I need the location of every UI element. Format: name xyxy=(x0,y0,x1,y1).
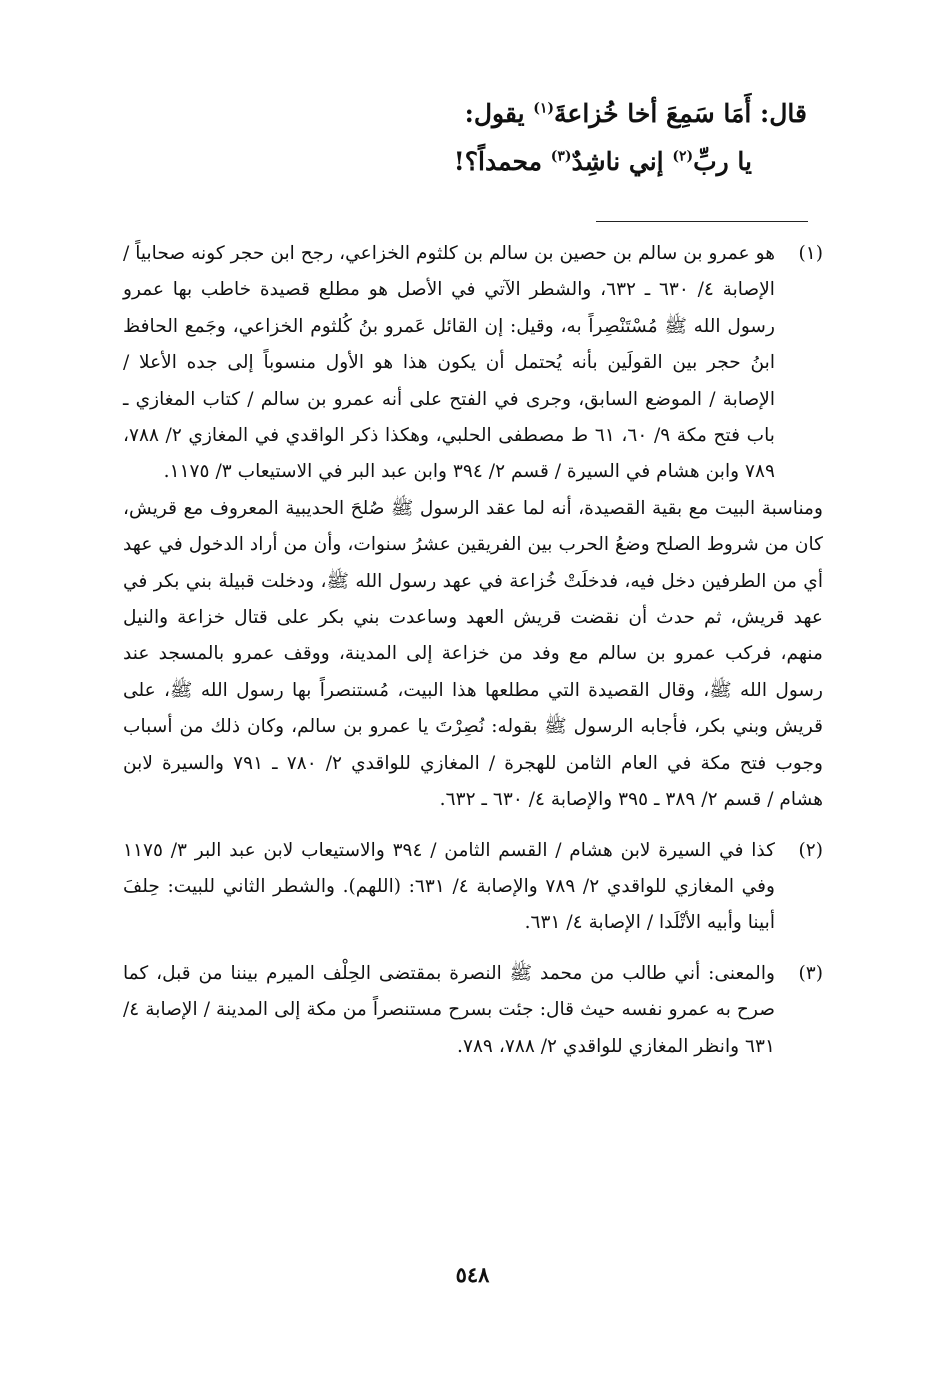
footnote-paragraph: كذا في السيرة لابن هشام / القسم الثامن / ٣٩٤ والاستيعاب لابن عبد البر ٣/ ١١٧٥ وفي المغازي للواقدي ٢/ ٧٨٩ والإصابة ٤/ ٦٣١: (اللهم). والشطر الثاني للبيت: حِلفَ أبينا وأبيه الأتْلَدا / الإصابة ٤/ ٦٣١. xyxy=(123,839,775,934)
footnote-paragraph: والمعنى: أني طالب من محمد ﷺ النصرة بمقتضى الحِلْف الميرم بيننا من قبل، كما صرح به عمرو نفسه حيث قال: جئت بسرح مستنصراً من مكة إلى المدينة / الإصابة ٤/ ٦٣١ وانظر المغازي للواقدي ٢/ ٧٨٨، ٧٨٩. xyxy=(123,962,775,1057)
footnote-1-continued xyxy=(123,491,823,819)
footnote-paragraph: هو عمرو بن سالم بن حصين بن سالم بن كلثوم الخزاعي، رجح ابن حجر كونه صحابياً / الإصابة ٤/ ٦٣٠ ـ ٦٣٢، والشطر الآتي في الأصل هو مطلع قصيدة خاطب بها عمرو رسول الله ﷺ مُسْتَنْصِراً به، وقيل: إن القائل عَمرو بنُ كُلثوم الخزاعي، وجَمع الحافظ ابنُ حجر بين القولَين بأنه يُحتمل أن يكون هذا هو الأول منسوباً إلى جده الأعلا / الإصابة / الموضع السابق، وجرى في الفتح على أنه عمرو بن سالم / كتاب المغازي ـ باب فتح مكة ٩/ ٦٠، ٦١ ط مصطفى الحلبي، وهكذا ذكر الواقدي في المغازي ٢/ ٧٨٨، ٧٨٩ وابن هشام في السيرة / قسم ٢/ ٣٩٤ وابن عبد البر في الاستيعاب ٣/ ١١٧٥. xyxy=(123,243,775,483)
verse-part-1: يا ربِّ xyxy=(693,147,752,176)
footnote-paragraph: ومناسبة البيت مع بقية القصيدة، أنه لما عقد الرسول ﷺ صُلحَ الحديبية المعروف مع قريش، كان من شروط الصلح وضعُ الحرب بين الفريقين عشرُ سنوات، وأن من أراد الدخول في عهد أي من الطرفين دخل فيه، فدخلَتْ خُزاعة في عهد رسول الله ﷺ، ودخلت قبيلة بني بكر في عهد قريش، ثم حدث أن نقضت قريش العهد وساعدت بني بكر على قتال خزاعة والنيل منهم، فركب عمرو بن سالم مع وفد من خزاعة إلى المدينة، ووقف عمرو بالمسجد عند رسول الله ﷺ، وقال القصيدة التي مطلعها هذا البيت، مُستنصراً بها رسول الله ﷺ، على قريش وبني بكر، فأجابه الرسول ﷺ بقوله: نُصِرْتَ يا عمرو بن سالم، وكان ذلك من أسباب وجوب فتح مكة في العام الثامن للهجرة / المغازي للواقدي ٢/ ٧٨٠ ـ ٧٩١ والسيرة لابن هشام / قسم ٢/ ٣٨٩ ـ ٣٩٥ والإصابة ٤/ ٦٣٠ ـ ٦٣٢. xyxy=(123,497,823,811)
footnote-divider xyxy=(596,221,808,222)
verse-part-3: محمداً؟! xyxy=(453,147,551,176)
footnote-number: (٢) xyxy=(798,839,823,861)
footnote-ref-2[interactable]: (٢) xyxy=(672,148,694,165)
verse-intro-suffix: يقول: xyxy=(464,99,534,128)
footnote-ref-1[interactable]: (١) xyxy=(533,100,555,117)
verse-intro-text: قال: أَمَا سَمِعَ أخا خُزاعةَ xyxy=(554,99,807,128)
footnote-body xyxy=(123,833,775,942)
verse-intro-line xyxy=(127,92,807,136)
verse-line xyxy=(127,140,807,184)
footnotes-section xyxy=(123,236,823,1065)
footnote-3 xyxy=(123,956,823,1065)
footnote-spacer xyxy=(123,942,823,956)
footnote-1 xyxy=(123,236,823,491)
footnote-body xyxy=(123,236,775,491)
footnote-number: (٣) xyxy=(798,962,823,984)
footnote-ref-3[interactable]: (٣) xyxy=(550,148,572,165)
footnote-body xyxy=(123,491,823,819)
footnote-spacer xyxy=(123,819,823,833)
footnote-body xyxy=(123,956,775,1065)
page-number: ٥٤٨ xyxy=(455,1262,490,1287)
verse-part-2: إني ناشِدٌ xyxy=(571,147,673,176)
footnote-number: (١) xyxy=(798,243,823,264)
footnote-2 xyxy=(123,833,823,942)
